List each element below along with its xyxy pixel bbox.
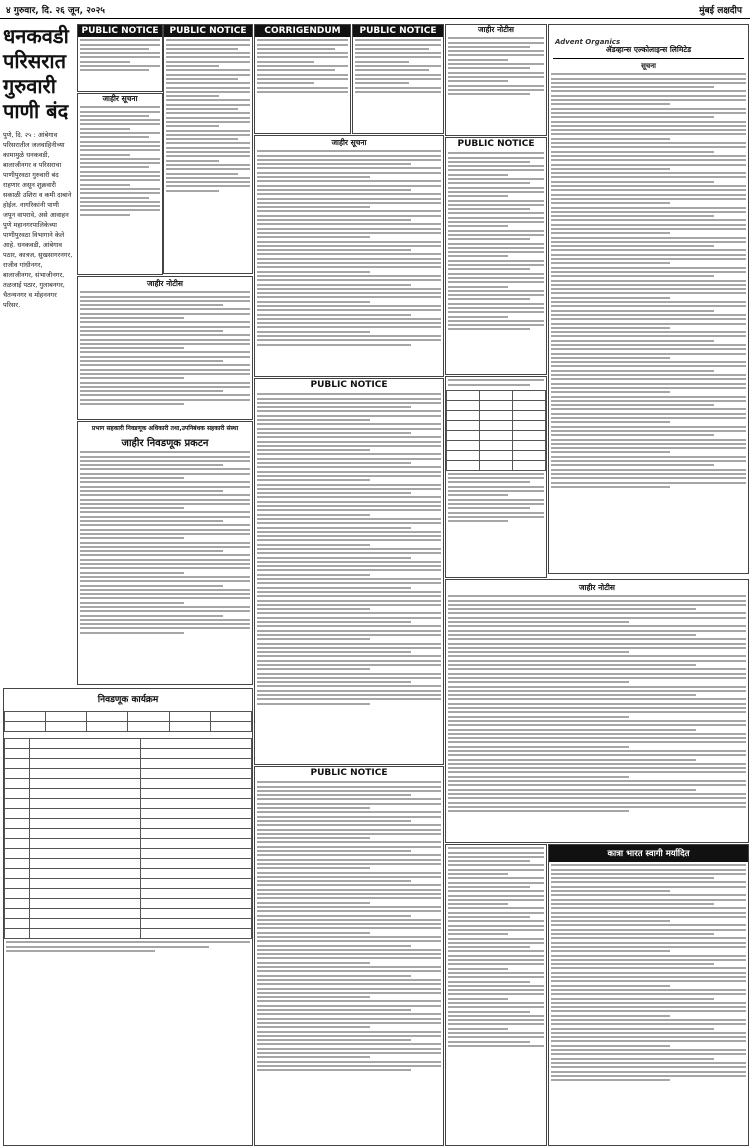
- public-notice-1-title: PUBLIC NOTICE: [78, 25, 162, 37]
- public-notice-lower-title: PUBLIC NOTICE: [310, 380, 388, 390]
- society-notice: [77, 421, 253, 685]
- public-notice-bottom: [254, 766, 444, 1146]
- corrigendum-box: [254, 24, 351, 134]
- company-notice-label: सूचना: [641, 62, 656, 70]
- jahir-suchana-2-title: जाहीर सूचना: [331, 138, 367, 147]
- public-notice-1: [77, 24, 163, 92]
- jahir-notice-long: जाहीर नोटीस: [77, 276, 253, 420]
- page-date: ४ गुरुवार, दि. २६ जून, २०२५: [6, 6, 105, 16]
- katra-ad-title: कात्रा भारत स्वागी मर्यादित: [549, 845, 748, 862]
- society-notice-subtitle: प्रभाग सहकारी निवडणूक अधिकारी तथा,उपनिबंधक सहकारी संस्था: [91, 425, 239, 432]
- election-schedule: [3, 688, 253, 1146]
- public-notice-2-title: PUBLIC NOTICE: [164, 25, 252, 37]
- public-notice-lower: [254, 378, 444, 765]
- jahir-notice-bottom: [445, 579, 749, 843]
- company-logo: [555, 29, 742, 46]
- company-ad: [548, 24, 749, 574]
- public-notice-mid-title: PUBLIC NOTICE: [457, 139, 535, 149]
- left-headline: धनकवडी परिसरात गुरुवारी पाणी बंद: [3, 24, 69, 123]
- mid-notices: [254, 135, 444, 377]
- jahir-notice-bottom-title: जाहीर नोटीस: [578, 583, 615, 592]
- jahir-notice-right-top-title: जाहीर नोटीस: [477, 25, 514, 34]
- corrigendum-title: CORRIGENDUM: [255, 25, 350, 37]
- public-notice-bottom-title: PUBLIC NOTICE: [310, 768, 388, 778]
- left-story-body: पुणे, दि. २५ : आंबेगाव परिसरातील जलवाहिनीच्या कामामुळे धनकवडी, बालाजीनगर व परिसराचा पाणीपुरवठा गुरुवारी बंद राहणार असून शुक्रवारी सकाळी उशिरा व कमी दाबाने होईल. नागरिकांनी पाणी जपून वापरावे, असे आवाहन पुणे महानगरपालिकेच्या पाणीपुरवठा विभागाने केले आहे. धनकवडी, आंबेगाव पठार, कात्रज, सुखसागरनगर, राजीव गांधीनगर, बालाजीनगर, संभाजीनगर, तळजाई पठार, गुलाबनगर, चैतन्यनगर व मोहननगर परिसर.: [3, 131, 73, 309]
- public-notice-mid: [445, 137, 547, 375]
- newspaper-brand: मुंबई लक्षदीप: [699, 6, 742, 16]
- page-header: [0, 0, 750, 19]
- katra-ad: [548, 844, 749, 1146]
- company-name: ॲडव्हान्स एल्कोलाइन्स लिमिटेड: [605, 45, 692, 54]
- election-schedule-title: निवडणूक कार्यक्रम: [97, 695, 159, 705]
- notice-right-bottom: [445, 844, 547, 1146]
- jahir-suchana-box: [77, 93, 163, 275]
- jahir-suchana-title: जाहीर सूचना: [102, 94, 138, 103]
- public-notice-3: [352, 24, 444, 134]
- public-notice-3-title: PUBLIC NOTICE: [353, 25, 443, 37]
- jahir-notice-right-top: [445, 24, 547, 136]
- society-notice-title: जाहीर निवडणूक प्रकटन: [121, 438, 209, 449]
- table-notice: [445, 376, 547, 578]
- company-brand: Advent Organics: [555, 38, 621, 46]
- public-notice-2: [163, 24, 253, 274]
- left-story: [3, 24, 73, 644]
